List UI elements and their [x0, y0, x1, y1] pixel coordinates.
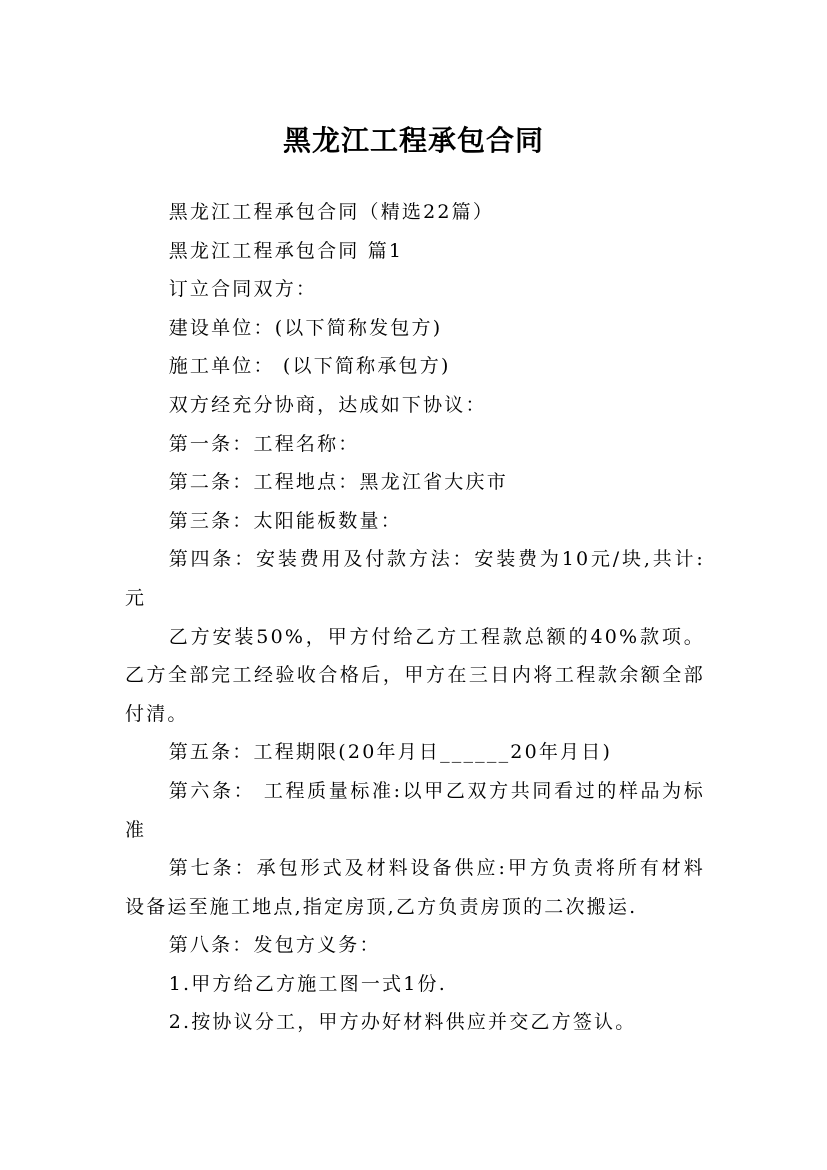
paragraph-employer: 建设单位：(以下简称发包方)	[168, 316, 443, 339]
clause-8-item-2: 2.按协议分工，甲方办好材料供应并交乙方签认。	[168, 1011, 637, 1034]
clause-7: 第七条：承包形式及材料设备供应:甲方负责将所有材料设备运至施工地点,指定房顶,乙方负责房顶的二次搬运.	[125, 857, 705, 918]
clause-3: 第三条：太阳能板数量：	[168, 509, 402, 532]
clause-2: 第二条：工程地点：黑龙江省大庆市	[168, 471, 508, 494]
paragraph-contractor: 施工单位： (以下简称承包方)	[168, 355, 451, 378]
clause-5: 第五条：工程期限(20年月日______20年月日)	[168, 741, 613, 764]
clause-8-item-1: 1.甲方给乙方施工图一式1份.	[168, 972, 447, 995]
paragraph-section-heading: 黑龙江工程承包合同 篇1	[168, 239, 404, 262]
clause-8: 第八条：发包方义务：	[168, 934, 381, 957]
clause-4-payment: 乙方安装50%，甲方付给乙方工程款总额的40%款项。乙方全部完工经验收合格后，甲方在三日内将工程款余额全部付清。	[125, 625, 705, 725]
paragraph-agreement: 双方经充分协商，达成如下协议：	[168, 393, 487, 416]
paragraph-collection-title: 黑龙江工程承包合同（精选22篇）	[168, 201, 495, 223]
paragraph-parties: 订立合同双方：	[168, 278, 318, 301]
clause-1: 第一条：工程名称：	[168, 432, 360, 455]
clause-4: 第四条：安装费用及付款方法：安装费为10元/块,共计: 元	[125, 548, 705, 609]
clause-6: 第六条： 工程质量标准:以甲乙双方共同看过的样品为标准	[125, 779, 705, 841]
document-title: 黑龙江工程承包合同	[282, 123, 544, 157]
document-body	[125, 193, 705, 1042]
